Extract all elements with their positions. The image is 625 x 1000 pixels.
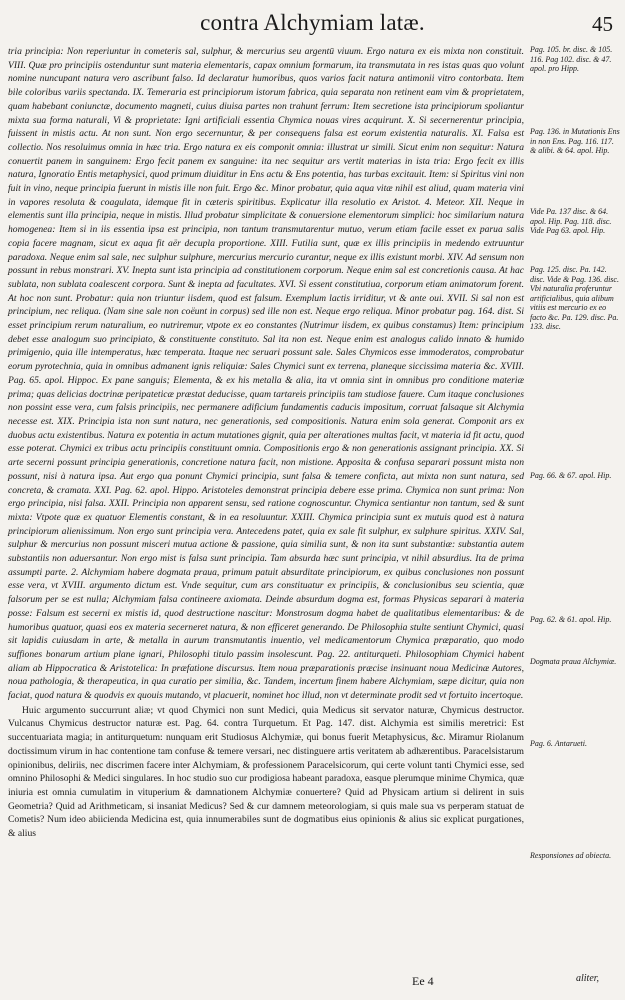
argument-paragraph: tria principia: Non reperiuntur in cometeris sal, sulphur, & mercurius seu argentū viuum. Ergo natura ex eis mixta non constituit. VIII. Quæ pro principiis ostenduntur sunt materia elementaris, capax omnium formarum, ita transmutata in res istas quas quo volunt nomine nuncupant natura vero ascribunt falso. Id declaratur humoribus, quos varios facit natura antimonii vitro contorbata. Item bile coloribus variis spectanda. IX. Temeraria est principiorum istorum fabrica, quia separata non retinent eam vim & proprietatem, quam habebant coniunctæ, documento magneti, cuius diuisa partes non trahunt ferrum: Item secretione ista principiorum spoliantur mixta sua forma naturali, Vi & proprietate: Igni artificiali essentia Chymica nouas vires acquirunt. X. Si secernerentur principia, fuissent in mistis actu. At non sunt. Non ergo secernuntur, & per consequens falsa est eorum existentia naturalis. XI. Falsa est collectio. Nos resoluimus omnia in hæc tria. Ergo natura ex eis componit omnia: illustrat ur simili. Sicut enim non sequitur: Natura conuertit panem in sanguinem: Ergo fecit panem ex sanguine: ita nec sequitur ars vertit materias in ista tria: Ergo fecit ex illis natura, Ignoratio Entis metaphysici, quod primum diuiditur in Ens actu & Ens potentia, has turbas excitauit. Item: si Spiritus vini non fuit in vino, neque principia fuerunt in mistis ille non fuit. Ergo &c. Minor probatur, quia aqua vitæ nihil est aliud, quam materia vini in vapores resoluta & coagulata, idemque fit in cæteris spiritibus. Explicatur illa resolutio ex Aristot. 4. Meteor. XII. Neque in elementis sunt illa principia, neque in mistis. Illud probatur simplicitate & conuersione elementorum simplici: hoc similarium natura homogenea: Item si in iis essentia ipsa est principia, non tantum transmutarentur mutuo, verum etiam facile esset ex parua salis copia facere magnam, sicut ex aqua fit aër decupla proportione. XIII. Futilia sunt, quæ ex illis principiis in medendo extruuntur paradoxa. Neque enim sal sale, nec sulphur sulphure, mercurius mercurio curantur, neque ex illis existunt morbi. XIV. Ad sensum non possunt in rebus monstrari. XV. Inepta sunt ista principia ad constitutionem corporum. Neque enim sal est concretionis causa. At hac sublata, non sublata coalescent corpora. Sunt & inepta ad facultates. XVI. Si essent constitutiua, corporum etiam animatorum forent. At hoc non sunt. Probatur: quia non triuntur iisdem, quod est falsum. Exemplum lactis irriditur, vt & ante oui. XVII. Si sal non est principium, nec reliqua. (Nam sine sale non coëunt in corpus) sed ille non est. Neque ergo reliqua. Minor probatur pag. 164. dist. Si esset principium rerum naturalium, eo nutriremur, vtpote ex eo constantes (Nutrimur iisdem, ex quibus constamus) Item: principium debet esse analogum suo principiato, & constituente constituto. Sal ita non est. Neque enim est analogus calido innato & humido primigenio, quia ille intemperatus, hæc temperata. Itaque nec seruari possunt sale. Sales Chymicos esse immoderatos, comprobatur eorum pyrotechnia, quia in omnibus admanent ignis reliquiæ: Sales Chymici sunt ex terrena, planeque siccissima materia &c. XVIII. Pag. 65. apol. Hippoc. Ex pane sanguis; Elementa, & ex his metalla & alia, ita vt omnia sint in omnibus pro conditione materiæ prima; quas delicias doctrinæ peripateticæ præstat deducisse, quam tartareis principiis tam studiose fauere. Cum itaque conclusiones non possint esse vera, cum falsis principiis, nec permanere adificium fundamentis caducis impositum, corruat falsaque sit Alchymia necesse est. XIX. Principia ista non sunt natura, nec generationis, sed compositionis. Natura enim sola generat. Componit ars ex duobus actu existentibus. Natura ex potentia in actum mutationes gignit, quia per alterationes multas facit, vt materia id fit actu, quod esse poterat. Chymici ex tribus actu principiis constituunt omnia. Compositionis ergo & non generationis assignant principia. XX. Si arte secerni possunt principia generationis, concretione natura facit, non mistione. Apposita & confusa separari possunt mista non possunt, nisi à natura ipsa. Aut ergo qua ponunt Chymici principia, sunt falsa & temere conficta, aut mixta non sunt natura, sed concreta, & cramata. XXI. Pag. 62. apol. Hippo. Aristoteles demonstrat principia debere esse prima. Chymica non sunt prima: Non ergo principia, nisi falsa. XXII. Principia non apparent sensu, sed ratione cognoscuntur. Chymica sentiantur non tantum, sed & sunt mixta: Vtpote quæ ex quatuor Elementis constant, & in ea resoluuntur. XXIII. Chymica principia sunt ex mutuis quod est à natura principiorum alienissimum. Non ergo sunt principia vera. Antecedens patet, quia ex sale fit sulphur, ex sulphure spiritus. XXIV. Sal, sulphur & mercurius non possunt misceri mutua actione & passione, quia similia sunt, & non ita sunt substantiæ: substantia autem substantiis non aduersantur. Non ergo mist is falsa sunt principia. Tam absurda hæc sunt principia, vt nihil absurdius. Ita de prima assumpti parte. 2. Alchymiam habere dogmata praua, primum patuit absurditate principiorum, ex quibus conclusiones non possunt esse vera, vt XVIII. argumento dictum est. Vnde sequitur, cum ars constituatur ex principiis, & conclusionibus seu scientia, quæ falsorum per se est nulla; Alchymiam falsa contineere axiomata. Deinde absurdum dogma est, formas Physicas separari à materia posse: Falsum est secerni ex mistis id, quod destructione nascitur: Monstrosum dogma habet de qualitatibus elementaribus: & de humoribus quatuor, quasi eos ex materia secerneret natura, & non efficeret generando. De Philosophia stulte sentiunt Chymici, quasi sit lapidis cuiusdam in arte, & metalla in aurum transmutantis inuentio, vel medicamentorum Chymica præparatio, quo modo suffiones bonarum artium plane ignari, Philosophi titulo passim insolescunt. Pag. 22. antiturqueti. Philosophiam Chymici habent aliam ab Hippocratica & Aristotelica: In præfatione discursus. Item noua præparationis præcise insinuant noua Medicinæ Autores, noua pathologia, & therapeutica, in qua curatio per similia, &c. Tandem, incertum finem habere Alchymiam, sæpe dicitur, quia non faciat, quod natura & quodvis ex quouis mutando, vt placuerit, nominet hoc illud, non vt determinate prodit sed vt fortuito incertoque. (8, 46, 524, 702)
page-number: 45 (592, 12, 613, 36)
margin-note: Dogmata praua Alchymiæ. (530, 657, 617, 666)
margin-note: Pag. 136. in Mutationis Ens in non Ens. Pag. 116. 117. & alibi. & 64. apol. Hip. (530, 127, 620, 155)
signature-mark: Ee 4 (412, 974, 434, 988)
margin-note: Vide Pa. 137 disc. & 64. apol. Hip. Pag. 118. disc. Vide Pag 63. apol. Hip. (530, 207, 612, 235)
main-text-block (8, 45, 524, 841)
margin-note: Pag. 66. & 67. apol. Hip. (530, 471, 612, 480)
page-header (0, 8, 625, 42)
margin-note: Pag. 125. disc. Pa. 142. disc. Vide & Pag. 136. disc. Vbi naturalia proferuntur artificialibus, quia alibum vitiis est mercurio ex eo facto &c. Pa. 129. disc. Pa. 133. disc. (530, 265, 619, 331)
margin-note: Pag. 62. & 61. apol. Hip. (530, 615, 612, 624)
margin-note: Pag. 105. br. disc. & 105. 116. Pag 102. disc. & 47. apol. pro Hipp. (530, 45, 613, 73)
margin-note: Pag. 6. Antarueti. (530, 739, 587, 748)
catchword: aliter, (576, 973, 600, 984)
page-footer (0, 974, 625, 996)
margin-note: Responsiones ad obiecta. (530, 851, 612, 860)
running-title: contra Alchymiam latæ. (200, 10, 425, 35)
response-paragraph: Huic argumento succurrunt aliæ; vt quod Chymici non sunt Medici, quia Medicus sit servator naturæ, Chymicus destructor. Vulcanus Chymicus destructor naturæ est. Pag. 64. contra Turquetum. Et Pag. 147. dist. Alchymia est similis meretrici: Est succentuariata magia; in antiturquetum: nunquam erit Studiosus Alchymiæ, qui bonus fuerit Metaphysicus, &c. Miramur Riolanum doctissimum virum in hac contentione tam confuse & temere versari, nec distinguere artis veritatem ab adhærentibus. Paracelsistarum opinionibus, deliriis, nec discrimen facere inter Alchymiam, & professionem Paracelsicorum, qui certe volunt tanti Chymici esse, sed omnino Philosophi & Medici singulares. In hoc studio suo cur prodigiosa habeant paradoxa, easque plerumque minime Chymica, quæ iniuria est omnia cumulatim in vituperium & damnationem Alchymiæ conuertere? Quid ad Physicam artium si delirent in suis Geometria? Quid ad Arithmeticam, si insaniat Medicus? Sed & cur damnem meteorologiam, si quis male sua vs perperam statuat de Cometis? Num ideo abiicienda Medicina est, quia innumerabiles sunt de dogmatibus eius opinionis & alius sic explicat purgationes, & alius (8, 704, 524, 840)
